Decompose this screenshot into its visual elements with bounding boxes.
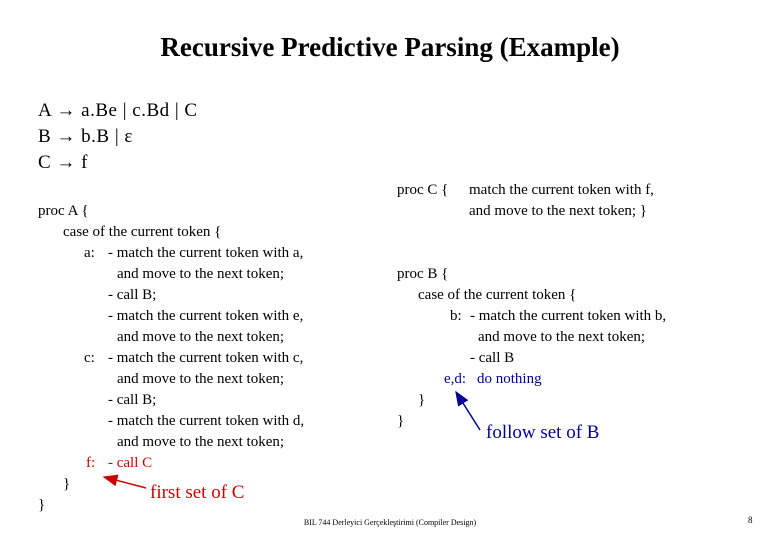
- proc-a-c-line: and move to the next token;: [117, 371, 285, 387]
- proc-b-case-line: case of the current token {: [418, 287, 577, 303]
- proc-c-line: and move to the next token; }: [469, 203, 647, 219]
- proc-a-case-f-label: f:: [86, 455, 96, 471]
- proc-a-header: proc A {: [38, 203, 89, 219]
- grammar-rule-b: B → b.B | ε: [38, 126, 133, 147]
- proc-a-a-line: - match the current token with e,: [108, 308, 304, 324]
- proc-a-case-a-label: a:: [84, 245, 95, 261]
- proc-c-header: proc C {: [397, 182, 449, 198]
- proc-a-c-line: and move to the next token;: [117, 434, 285, 450]
- proc-a-c-line: - match the current token with d,: [108, 413, 305, 429]
- proc-b-outer-close: }: [397, 413, 405, 429]
- slide-number: 8: [748, 515, 753, 525]
- proc-a-a-line: - match the current token with a,: [108, 245, 304, 261]
- grammar-rule-a: A → a.Be | c.Bd | C: [38, 100, 198, 121]
- proc-b-b-line: - call B: [470, 350, 515, 366]
- first-set-arrow: [104, 477, 146, 488]
- proc-b-case-b-label: b:: [450, 308, 462, 324]
- follow-set-annotation: follow set of B: [486, 422, 600, 443]
- proc-a-c-line: - match the current token with c,: [108, 350, 304, 366]
- proc-a-inner-close: }: [63, 476, 71, 492]
- proc-a-case-c-label: c:: [84, 350, 95, 366]
- proc-a-outer-close: }: [38, 497, 46, 513]
- proc-b-b-line: and move to the next token;: [478, 329, 646, 345]
- proc-a-a-line: and move to the next token;: [117, 266, 285, 282]
- proc-b-inner-close: }: [418, 392, 426, 408]
- slide-title: Recursive Predictive Parsing (Example): [160, 32, 620, 62]
- proc-a-a-line: and move to the next token;: [117, 329, 285, 345]
- proc-b-b-line: - match the current token with b,: [470, 308, 667, 324]
- proc-b-header: proc B {: [397, 266, 449, 282]
- proc-b-ed-line: do nothing: [477, 371, 542, 387]
- proc-a-a-line: - call B;: [108, 287, 157, 303]
- first-set-annotation: first set of C: [150, 482, 245, 503]
- proc-c-line: match the current token with f,: [469, 182, 654, 198]
- footer-course: BIL 744 Derleyici Gerçekleştirimi (Compiler Design): [303, 518, 477, 527]
- proc-b-case-ed-label: e,d:: [444, 371, 467, 387]
- grammar-rule-c: C → f: [38, 152, 88, 173]
- proc-a-c-line: - call B;: [108, 392, 157, 408]
- proc-a-f-line: - call C: [108, 455, 153, 471]
- proc-a-case-line: case of the current token {: [63, 224, 222, 240]
- follow-set-arrow: [456, 392, 480, 430]
